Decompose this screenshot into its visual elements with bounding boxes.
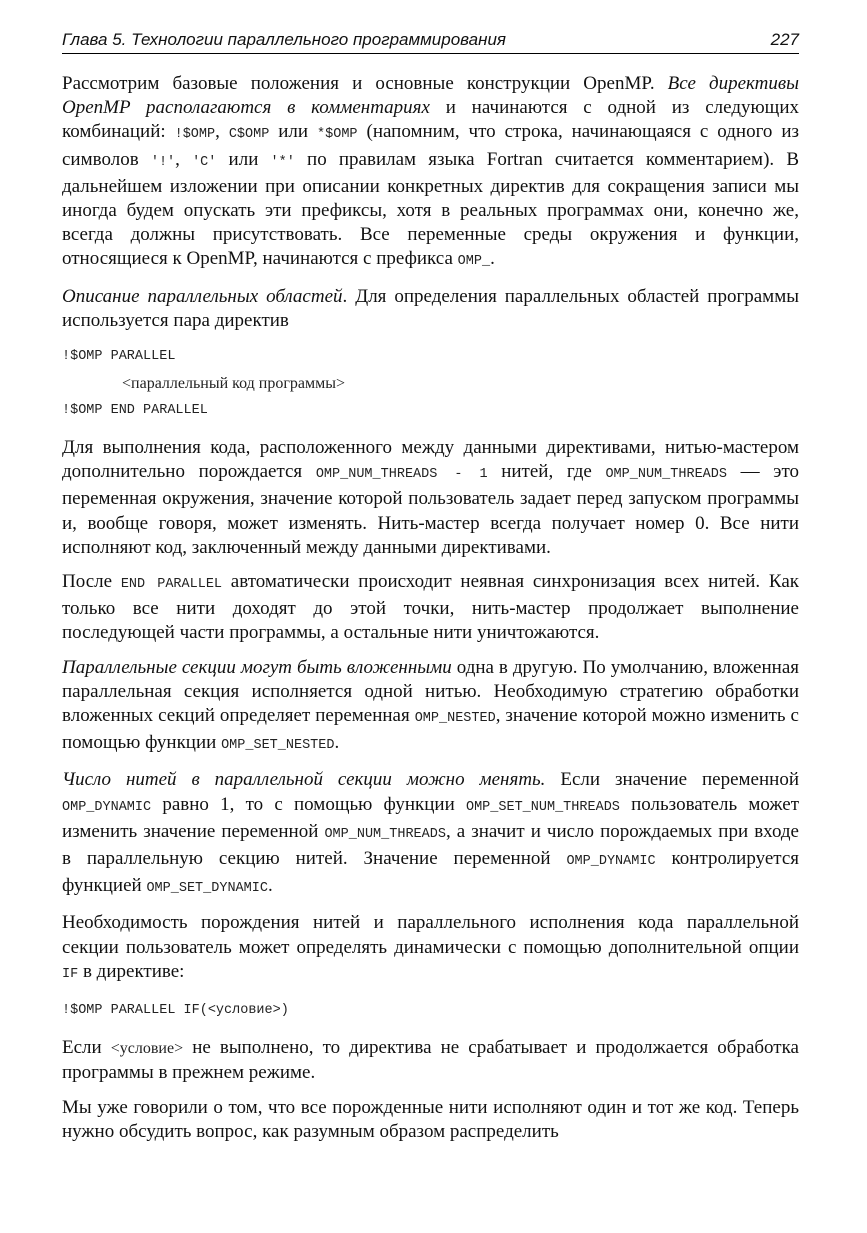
text: и начинаются с одной из следующих комбинаций: <box>62 97 799 143</box>
text: по правилам языка Fortran считается комментарием). В дальнейшем изложении при описании конкретных директив для сокращения записи мы иногда будем опускать эти префиксы, хотя в реальных программах они, конечно же, всегда должны присутствовать. Все переменные среды окружения и функции, относящиеся к OpenMP, начинаются с префикса <box>62 148 799 270</box>
paragraph-intro <box>62 72 799 275</box>
text: или <box>269 121 318 143</box>
inline-code: '*' <box>270 154 295 170</box>
text: пользователь может изменить значение переменной <box>62 793 799 842</box>
book-page <box>62 29 799 1154</box>
text: автоматически происходит неявная синхронизация всех нитей. Как только все нити доходят до этой точки, нить-мастер продолжает выполнение последующей части программы, а остальные нити уничтожаются. <box>62 571 800 644</box>
paragraph-condition <box>62 1036 799 1085</box>
inline-code: OMP_NUM_THREADS <box>324 826 446 842</box>
inline-code: OMP_SET_NESTED <box>221 738 335 754</box>
emphasis: Все директивы OpenMP располагаются в комментариях <box>62 73 799 119</box>
inline-code: OMP_ <box>457 254 491 270</box>
chapter-title: Глава 5. Технологии параллельного программирования <box>62 30 507 49</box>
inline-code: OMP_DYNAMIC <box>62 799 152 815</box>
text: . <box>267 875 273 897</box>
emphasis: Число нитей в параллельной секции можно менять. <box>62 769 546 791</box>
paragraph-if-option <box>62 911 799 987</box>
inline-code: OMP_SET_NUM_THREADS <box>465 799 620 815</box>
emphasis: Описание параллельных областей <box>62 285 343 307</box>
text: равно 1, то с помощью функции <box>151 793 466 815</box>
inline-code: OMP_DYNAMIC <box>566 854 656 870</box>
code-line: !$OMP PARALLEL IF(<условие>) <box>62 1003 289 1019</box>
paragraph-parallel-regions <box>62 285 799 333</box>
text: (напомним, что строка, начинающаяся с одного из символов <box>62 121 799 170</box>
code-block-if <box>62 997 799 1024</box>
paragraph-nested <box>62 656 799 759</box>
text: Рассмотрим базовые положения и основные конструкции OpenMP. <box>62 73 668 94</box>
text: контролируется функцией <box>62 848 799 897</box>
inline-code: IF <box>62 966 79 982</box>
text: . <box>334 732 340 754</box>
paragraph-final: Мы уже говорили о том, что все порожденные нити исполняют один и тот же код. Теперь нужно обсудить вопрос, как разумным образом распределить <box>62 1096 799 1142</box>
text: . Для определения параллельных областей программы используется пара директив <box>62 285 799 331</box>
text: в директиве: <box>78 960 185 982</box>
text: Если значение переменной <box>545 769 799 791</box>
inline-code: END PARALLEL <box>120 577 223 593</box>
text: Если <box>62 1037 111 1059</box>
text: Для выполнения кода, расположенного между данными директивами, нитью-мастером дополнительно порождается <box>62 437 799 483</box>
running-header <box>62 29 799 54</box>
page-number: 227 <box>770 30 799 49</box>
emphasis: Параллельные секции могут быть вложенными <box>62 656 452 678</box>
text: , <box>215 121 229 143</box>
paragraph-end-parallel <box>62 570 799 646</box>
code-line: !$OMP END PARALLEL <box>62 403 208 419</box>
text: После <box>62 571 121 593</box>
inline-code: C$OMP <box>228 127 270 143</box>
text: одна в другую. По умолчанию, вложенная параллельная секция исполняется одной нитью. Необходимую стратегию обработки вложенных секций определяет переменная <box>62 656 799 727</box>
inline-code: OMP_NUM_THREADS - 1 <box>315 467 488 483</box>
text: не выполнено, то директива не срабатывает и продолжается обработка программы в прежнем режиме. <box>62 1037 799 1084</box>
inline-code: !$OMP <box>174 127 216 143</box>
inline-code: *$OMP <box>317 127 358 143</box>
text: , <box>175 148 193 170</box>
inline-code: <условие> <box>110 1040 184 1058</box>
inline-code: OMP_NUM_THREADS <box>605 467 727 483</box>
text: Необходимость порождения нитей и параллельного исполнения кода параллельной секции пользователь может определять динамически с помощью дополнительной опции <box>62 912 799 958</box>
paragraph-dynamic <box>62 768 799 901</box>
text: , а значит и число порождаемых при входе в параллельную секцию нитей. Значение переменной <box>62 820 799 870</box>
code-line: !$OMP PARALLEL <box>62 349 176 365</box>
text: . <box>490 248 495 270</box>
paragraph-threads <box>62 436 799 560</box>
inline-code: OMP_SET_DYNAMIC <box>146 881 268 897</box>
text: или <box>216 148 271 170</box>
code-line-placeholder: <параллельный код программы> <box>122 375 346 393</box>
inline-code: '!' <box>150 154 176 170</box>
inline-code: OMP_NESTED <box>414 711 496 727</box>
text: — это переменная окружения, значение которой пользователь задает перед запуском программы и, вообще говоря, может изменять. Нить-мастер всегда получает номер 0. Все нити исполняют код, заключенный между данными директивами. <box>62 461 799 558</box>
inline-code: 'C' <box>192 154 217 170</box>
code-block-parallel <box>62 343 799 424</box>
text: нитей, где <box>487 461 606 483</box>
text: , значение которой можно изменить с помощью функции <box>62 705 799 754</box>
